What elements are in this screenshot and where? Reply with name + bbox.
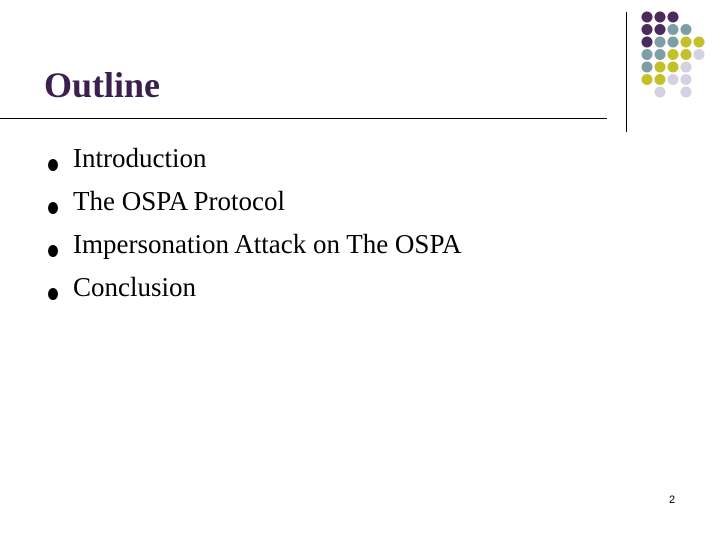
bullet-icon — [48, 159, 58, 171]
decorative-dot — [655, 74, 666, 85]
bullet-text: Impersonation Attack on The OSPA — [73, 229, 462, 259]
bullet-icon — [48, 245, 58, 257]
decorative-dot — [681, 87, 692, 98]
decorative-dot — [681, 49, 692, 60]
decorative-dot — [642, 62, 653, 73]
decorative-dot — [655, 62, 666, 73]
decorative-dot — [694, 49, 705, 60]
decorative-dot — [655, 12, 666, 23]
bullet-text: Introduction — [73, 143, 207, 173]
decorative-dot — [655, 37, 666, 48]
decorative-dot — [668, 12, 679, 23]
decorative-dot — [655, 49, 666, 60]
decorative-dot — [681, 37, 692, 48]
decorative-dot — [642, 24, 653, 35]
decorative-dot — [681, 24, 692, 35]
decorative-dot — [668, 74, 679, 85]
page-number: 2 — [669, 494, 676, 506]
decorative-dot — [668, 62, 679, 73]
decorative-dot — [681, 62, 692, 73]
decorative-dot — [655, 87, 666, 98]
decorative-dot — [642, 12, 653, 23]
decorative-dot — [681, 74, 692, 85]
bullet-text: Conclusion — [73, 272, 197, 302]
decorative-dot — [668, 37, 679, 48]
decorative-dot — [694, 37, 705, 48]
decorative-dot — [642, 37, 653, 48]
bullet-icon — [48, 288, 58, 300]
bullet-text: The OSPA Protocol — [73, 186, 286, 216]
decorative-dot — [642, 74, 653, 85]
decorative-dot — [668, 24, 679, 35]
decorative-dot — [668, 49, 679, 60]
slide-title: Outline — [44, 65, 161, 105]
bullet-icon — [48, 202, 58, 214]
decorative-dot — [642, 49, 653, 60]
decorative-dot — [655, 24, 666, 35]
